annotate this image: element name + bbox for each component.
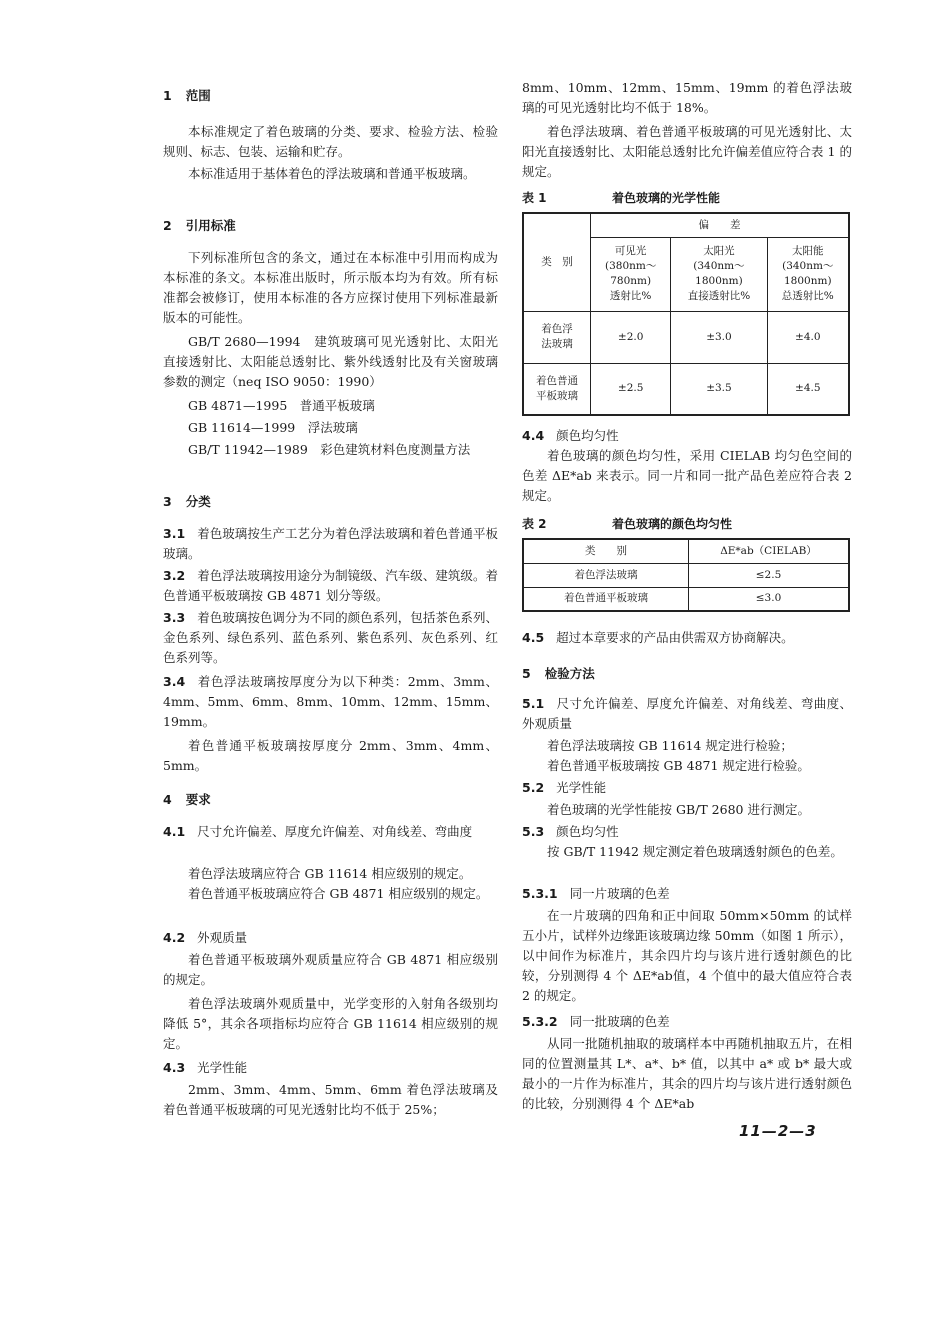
table-row (523, 587, 849, 611)
reference-gb4871: GB 4871—1995 普通平板玻璃 (188, 398, 375, 413)
table-row (523, 311, 849, 363)
clause-4-3: 4.3 光学性能 (163, 1060, 248, 1075)
clause-4-3-continued: 8mm、10mm、12mm、15mm、19mm 的着色浮法玻璃的可见光透射比均不低于 18%。 (522, 80, 852, 115)
section-1-paragraph-1: 本标准规定了着色玻璃的分类、要求、检验方法、检验规则、标志、包装、运输和贮存。 (163, 124, 498, 159)
clause-4-1-a: 着色浮法玻璃应符合 GB 11614 相应级别的规定。 (188, 866, 472, 881)
table-cell: ±4.0 (767, 311, 849, 363)
table-cell: ±3.5 (671, 363, 767, 415)
section-4-heading: 4 要求 (163, 792, 211, 807)
clause-4-2-a: 着色普通平板玻璃外观质量应符合 GB 4871 相应级别的规定。 (163, 952, 498, 987)
table-cell: 着色浮法玻璃 (523, 563, 689, 587)
table-1-row-2-category: 着色普通 平板玻璃 (523, 363, 591, 415)
clause-5-3-1-a: 在一片玻璃的四角和正中间取 50mm×50mm 的试样五小片，试样外边缘距该玻璃边缘 50mm（如图 1 所示），以中间作为标准片，其余四片均与该片进行透射颜色的比较，分别测得 4 个 ΔE*ab值，4 个值中的最大值应符合表 2 的规定。 (522, 908, 852, 1003)
clause-4-5: 4.5 超过本章要求的产品由供需双方协商解决。 (522, 630, 794, 645)
clause-4-4-a: 着色玻璃的颜色均匀性，采用 CIELAB 均匀色空间的色差 ΔE*ab 来表示。同一片和同一批产品色差应符合表 2 规定。 (522, 448, 852, 503)
section-1-paragraph-2: 本标准适用于基体着色的浮法玻璃和普通平板玻璃。 (188, 166, 476, 181)
clause-3-4-b: 着色普通平板玻璃按厚度分 2mm、3mm、4mm、5mm。 (163, 738, 498, 773)
table-2-header-category: 类 别 (523, 539, 689, 563)
clause-5-3-1: 5.3.1 同一片玻璃的色差 (522, 886, 670, 901)
clause-3-3: 3.3 着色玻璃按色调分为不同的颜色系列，包括茶色系列、金色系列、绿色系列、蓝色系列、紫色系列、灰色系列、红色系列等。 (163, 610, 498, 665)
clause-5-3: 5.3 颜色均匀性 (522, 824, 619, 839)
clause-4-3-a: 2mm、3mm、4mm、5mm、6mm 着色浮法玻璃及着色普通平板玻璃的可见光透射比均不低于 25%； (163, 1082, 498, 1117)
clause-4-1: 4.1 尺寸允许偏差、厚度允许偏差、对角线差、弯曲度 (163, 824, 473, 839)
reference-gbt2680: GB/T 2680—1994 建筑玻璃可见光透射比、太阳光直接透射比、太阳能总透射比、紫外线透射比及有关窗玻璃参数的测定（neq ISO 9050：1990） (163, 334, 498, 389)
table-1-caption: 表 1 着色玻璃的光学性能 (522, 191, 721, 205)
clause-5-3-2-a: 从同一批随机抽取的玻璃样本中再随机抽取五片，在相同的位置测量其 L*、a*、b* 值，以其中 a* 或 b* 最大或最小的一片作为标准片，其余的四片均与该片进行透射颜色的比较，分别测得 4 个 ΔE*ab (522, 1036, 852, 1111)
table-row (523, 363, 849, 415)
page-number: 11—2—3 (739, 1122, 817, 1140)
clause-5-1-a: 着色浮法玻璃按 GB 11614 规定进行检验； (547, 738, 793, 753)
table-1-header-solar-total: 太阳能 (340nm～ 1800nm) 总透射比% (767, 237, 849, 311)
table-1-row-1-category: 着色浮 法玻璃 (523, 311, 591, 363)
reference-gb11614: GB 11614—1999 浮法玻璃 (188, 420, 358, 435)
table-cell: ≤3.0 (689, 587, 850, 611)
table-1-header-visible: 可见光 (380nm～ 780nm) 透射比% (591, 237, 671, 311)
table-cell: ≤2.5 (689, 563, 850, 587)
clause-5-1-b: 着色普通平板玻璃按 GB 4871 规定进行检验。 (547, 758, 810, 773)
clause-5-3-2: 5.3.2 同一批玻璃的色差 (522, 1014, 670, 1029)
clause-5-1: 5.1 尺寸允许偏差、厚度允许偏差、对角线差、弯曲度、外观质量 (522, 696, 852, 731)
table-cell: ±3.0 (671, 311, 767, 363)
clause-4-2-b: 着色浮法玻璃外观质量中，光学变形的入射角各级别均降低 5°，其余各项指标均应符合 GB 11614 相应级别的规定。 (163, 996, 498, 1051)
clause-3-1: 3.1 着色玻璃按生产工艺分为着色浮法玻璃和着色普通平板玻璃。 (163, 526, 498, 561)
table-2-header-value: ΔE*ab（CIELAB） (689, 539, 850, 563)
table-2-caption: 表 2 着色玻璃的颜色均匀性 (522, 517, 733, 531)
clause-4-3-b: 着色浮法玻璃、着色普通平板玻璃的可见光透射比、太阳光直接透射比、太阳能总透射比允许偏差值应符合表 1 的规定。 (522, 124, 852, 179)
clause-4-1-b: 着色普通平板玻璃应符合 GB 4871 相应级别的规定。 (188, 886, 489, 901)
table-1-header-deviation: 偏 差 (591, 213, 850, 237)
table-cell: 着色普通平板玻璃 (523, 587, 689, 611)
table-1-optical-properties (522, 212, 850, 416)
table-1-header-solar-direct: 太阳光 (340nm～ 1800nm) 直接透射比% (671, 237, 767, 311)
section-2-heading: 2 引用标准 (163, 218, 236, 233)
clause-3-4: 3.4 着色浮法玻璃按厚度分为以下种类：2mm、3mm、4mm、5mm、6mm、8mm、10mm、12mm、15mm、19mm。 (163, 674, 498, 729)
table-2-color-uniformity (522, 538, 850, 612)
clause-5-2: 5.2 光学性能 (522, 780, 607, 795)
clause-3-2: 3.2 着色浮法玻璃按用途分为制镜级、汽车级、建筑级。着色普通平板玻璃按 GB 4871 划分等级。 (163, 568, 498, 603)
table-cell: ±4.5 (767, 363, 849, 415)
clause-5-3-a: 按 GB/T 11942 规定测定着色玻璃透射颜色的色差。 (547, 844, 843, 859)
section-5-heading: 5 检验方法 (522, 666, 595, 681)
clause-4-4: 4.4 颜色均匀性 (522, 428, 619, 443)
table-cell: ±2.5 (591, 363, 671, 415)
clause-5-2-a: 着色玻璃的光学性能按 GB/T 2680 进行测定。 (547, 802, 810, 817)
table-row (523, 563, 849, 587)
section-3-heading: 3 分类 (163, 494, 211, 509)
section-1-heading: 1 范围 (163, 88, 211, 103)
section-2-paragraph: 下列标准所包含的条文，通过在本标准中引用而构成为本标准的条文。本标准出版时，所示版本均为有效。所有标准都会被修订，使用本标准的各方应探讨使用下列标准最新版本的可能性。 (163, 250, 498, 325)
table-cell: ±2.0 (591, 311, 671, 363)
table-1-header-category: 类 别 (523, 213, 591, 311)
reference-gbt11942: GB/T 11942—1989 彩色建筑材料色度测量方法 (188, 442, 471, 457)
clause-4-2: 4.2 外观质量 (163, 930, 248, 945)
